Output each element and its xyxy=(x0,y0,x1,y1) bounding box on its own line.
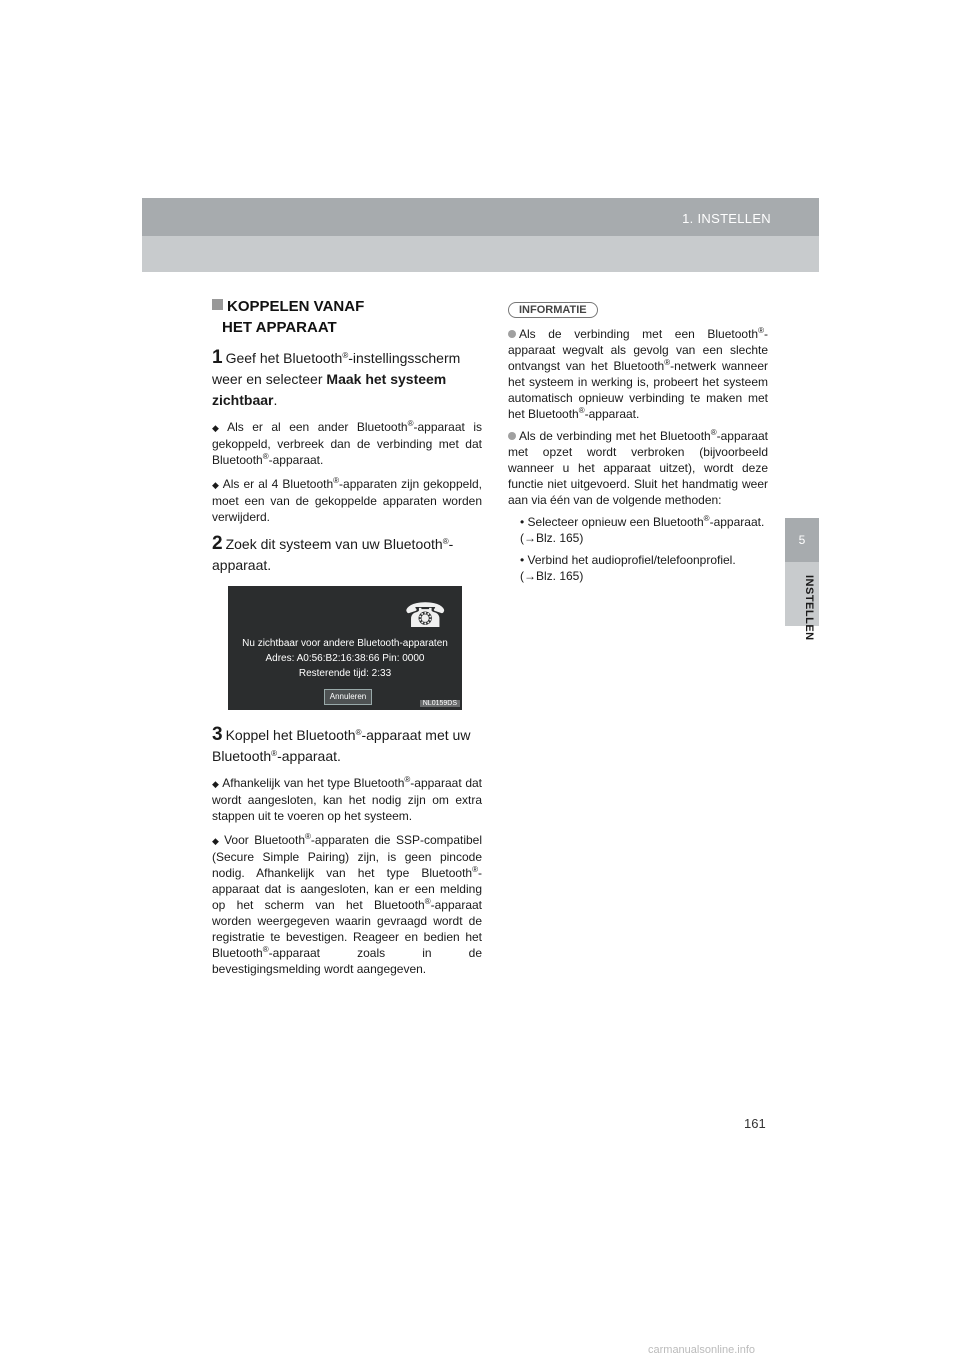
image-code: NL0159DS xyxy=(420,700,460,707)
screen-screenshot xyxy=(228,586,462,710)
chapter-label: INSTELLEN xyxy=(803,575,815,641)
step-3: 3 Koppel het Bluetooth®-apparaat met uw Bluetooth®-apparaat. xyxy=(212,724,471,764)
info-item: Als de verbinding met een Bluetooth®-apparaat wegvalt als gevolg van een slechte ontvangst van het Bluetooth®-netwerk wanneer het systeem in werking is, probeert het systeem automatisch opnieuw verbinding te maken met het Bluetooth®-apparaat. xyxy=(508,326,768,421)
header-band xyxy=(142,236,819,272)
bullet-note: ◆ Als er al een ander Bluetooth®-apparaat is gekoppeld, verbreek dan de verbinding met dat Bluetooth®-apparaat. xyxy=(212,419,482,467)
screenshot-message: Nu zichtbaar voor andere Bluetooth-apparaten Adres: A0:56:B2:16:38:66 Pin: 0000 Resterende tijd: 2:33 xyxy=(242,638,448,679)
phone-icon: ☎ xyxy=(404,597,447,635)
info-label: INFORMATIE xyxy=(508,302,598,318)
circle-bullet-icon xyxy=(508,432,516,440)
watermark: carmanualsonline.info xyxy=(648,1344,756,1356)
right-column xyxy=(508,300,768,590)
section-title: 1. INSTELLEN xyxy=(682,211,771,226)
method-item: • Verbind het audioprofiel/telefoonprofiel. (→Blz. 165) xyxy=(520,553,736,583)
diamond-bullet-icon: ◆ xyxy=(212,836,222,846)
bullet-note: ◆ Afhankelijk van het type Bluetooth®-apparaat dat wordt aangesloten, kan het nodig zijn om extra stappen uit te voeren op het systeem. xyxy=(212,775,482,823)
diamond-bullet-icon: ◆ xyxy=(212,480,220,490)
bullet-note: ◆ Voor Bluetooth®-apparaten die SSP-compatibel (Secure Simple Pairing) zijn, is geen pincode nodig. Afhankelijk van het type Bluetooth®-apparaat dat is aangesloten, kan er een melding op het scherm van het Bluetooth®-apparaat worden weergegeven waarin gevraagd wordt de registratie te bevestigen. Reageer en bedien het Bluetooth®-apparaat zoals in de bevestigingsmelding wordt aangegeven. xyxy=(212,832,483,976)
method-item: • Selecteer opnieuw een Bluetooth®-apparaat. (→Blz. 165) xyxy=(520,514,765,545)
bullet-note: ◆ Als er al 4 Bluetooth®-apparaten zijn gekoppeld, moet een van de gekoppelde apparaten worden verwijderd. xyxy=(212,476,483,524)
cancel-button: Annuleren xyxy=(324,689,372,705)
info-item: Als de verbinding met het Bluetooth®-apparaat met opzet wordt verbroken (bijvoorbeeld wanneer u het apparaat uitzet), wordt deze functie niet uitgevoerd. Sluit het handmatig weer aan via één van de volgende methoden: xyxy=(508,428,768,507)
left-column xyxy=(212,296,482,985)
circle-bullet-icon xyxy=(508,330,516,338)
header-bar xyxy=(142,198,819,236)
chapter-number-tab: 5 xyxy=(785,518,819,562)
section-heading: KOPPELEN VANAF HET APPARAAT xyxy=(212,296,482,338)
page-number: 161 xyxy=(744,1116,766,1131)
diamond-bullet-icon: ◆ xyxy=(212,423,225,433)
step-1: 1 Geef het Bluetooth®-instellingsscherm weer en selecteer Maak het systeem zichtbaar. xyxy=(212,347,461,408)
square-bullet-icon xyxy=(212,299,223,310)
step-2: 2 Zoek dit systeem van uw Bluetooth®-apparaat. xyxy=(212,533,454,573)
diamond-bullet-icon: ◆ xyxy=(212,779,220,789)
